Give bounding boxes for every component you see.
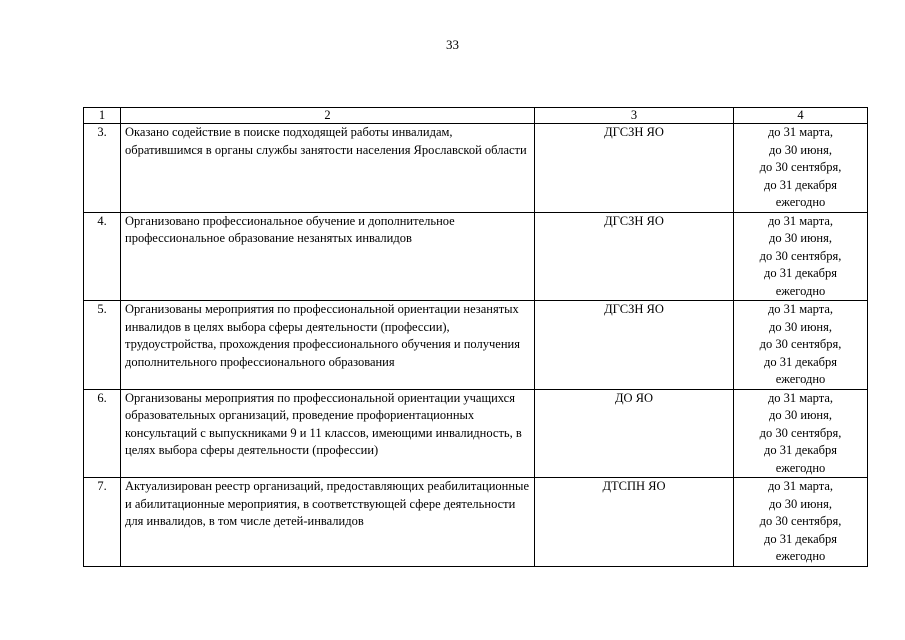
row-number: 5. [84,301,121,390]
column-header-1: 1 [84,108,121,124]
measure-description: Организовано профессиональное обучение и дополнительное профессиональное образование незанятых инвалидов [121,212,535,301]
column-header-2: 2 [121,108,535,124]
deadline-date: ежегодно [775,283,826,298]
deadline-date: до 30 июня, [769,231,832,245]
responsible-body: ДГСЗН ЯО [535,301,734,390]
page-number: 33 [446,37,459,52]
deadline-date: ежегодно [775,372,826,386]
deadline-date: до 31 марта, [767,390,834,405]
deadline-date: до 30 сентября, [759,337,842,351]
deadline-dates [734,478,868,567]
deadline-dates [734,212,868,301]
deadline-dates [734,301,868,390]
deadline-date: ежегодно [775,195,826,209]
table-row [84,212,868,301]
deadline-date: до 31 декабря [763,531,838,546]
deadline-date: до 30 сентября, [759,160,842,174]
deadline-dates [734,389,868,478]
deadline-date: до 30 июня, [769,408,832,422]
table-row [84,301,868,390]
measure-description: Оказано содействие в поиске подходящей работы инвалидам, обратившимся в органы службы занятости населения Ярославской области [121,124,535,213]
measure-description: Актуализирован реестр организаций, предоставляющих реабилитационные и абилитационные мероприятия, в соответствующей сфере деятельности для инвалидов, в том числе детей-инвалидов [121,478,535,567]
deadline-date: до 30 сентября, [759,425,842,440]
responsible-body: ДО ЯО [535,389,734,478]
deadline-date: до 31 марта, [767,125,834,139]
measure-description: Организованы мероприятия по профессиональной ориентации учащихся образовательных организаций, проведение профориентационных консультаций с выпускниками 9 и 11 классов, имеющими инвалидность, в целях выбора сферы деятельности (профессии) [121,389,535,478]
deadline-date: до 31 марта, [767,213,834,228]
responsible-body: ДГСЗН ЯО [535,124,734,213]
deadline-date: ежегодно [775,460,826,475]
row-number: 7. [84,478,121,567]
column-header-3: 3 [535,108,734,124]
deadline-date: до 31 марта, [767,302,834,316]
deadline-date: до 31 декабря [763,354,838,369]
table-header-row [84,108,868,124]
row-number: 3. [84,124,121,213]
deadline-date: до 30 июня, [769,142,832,157]
deadline-date: до 30 июня, [769,319,832,334]
table-row [84,124,868,213]
deadline-date: до 31 декабря [763,266,838,280]
row-number: 6. [84,389,121,478]
deadline-date: до 30 сентября, [759,514,842,528]
deadline-date: до 30 июня, [769,496,832,511]
deadline-date: до 31 декабря [763,177,838,192]
deadline-dates [734,124,868,213]
responsible-body: ДТСПН ЯО [535,478,734,567]
deadline-date: до 31 марта, [767,479,834,493]
deadline-date: до 31 декабря [763,443,838,457]
row-number: 4. [84,212,121,301]
deadline-date: до 30 сентября, [759,248,842,263]
table-row [84,478,868,567]
deadline-date: ежегодно [775,549,826,563]
responsible-body: ДГСЗН ЯО [535,212,734,301]
column-header-4: 4 [734,108,868,124]
measures-table [83,107,868,567]
table-row [84,389,868,478]
measure-description: Организованы мероприятия по профессиональной ориентации незанятых инвалидов в целях выбора сферы деятельности (профессии), трудоустройства, прохождения профессионального обучения и получения дополнительного профессионального образования [121,301,535,390]
